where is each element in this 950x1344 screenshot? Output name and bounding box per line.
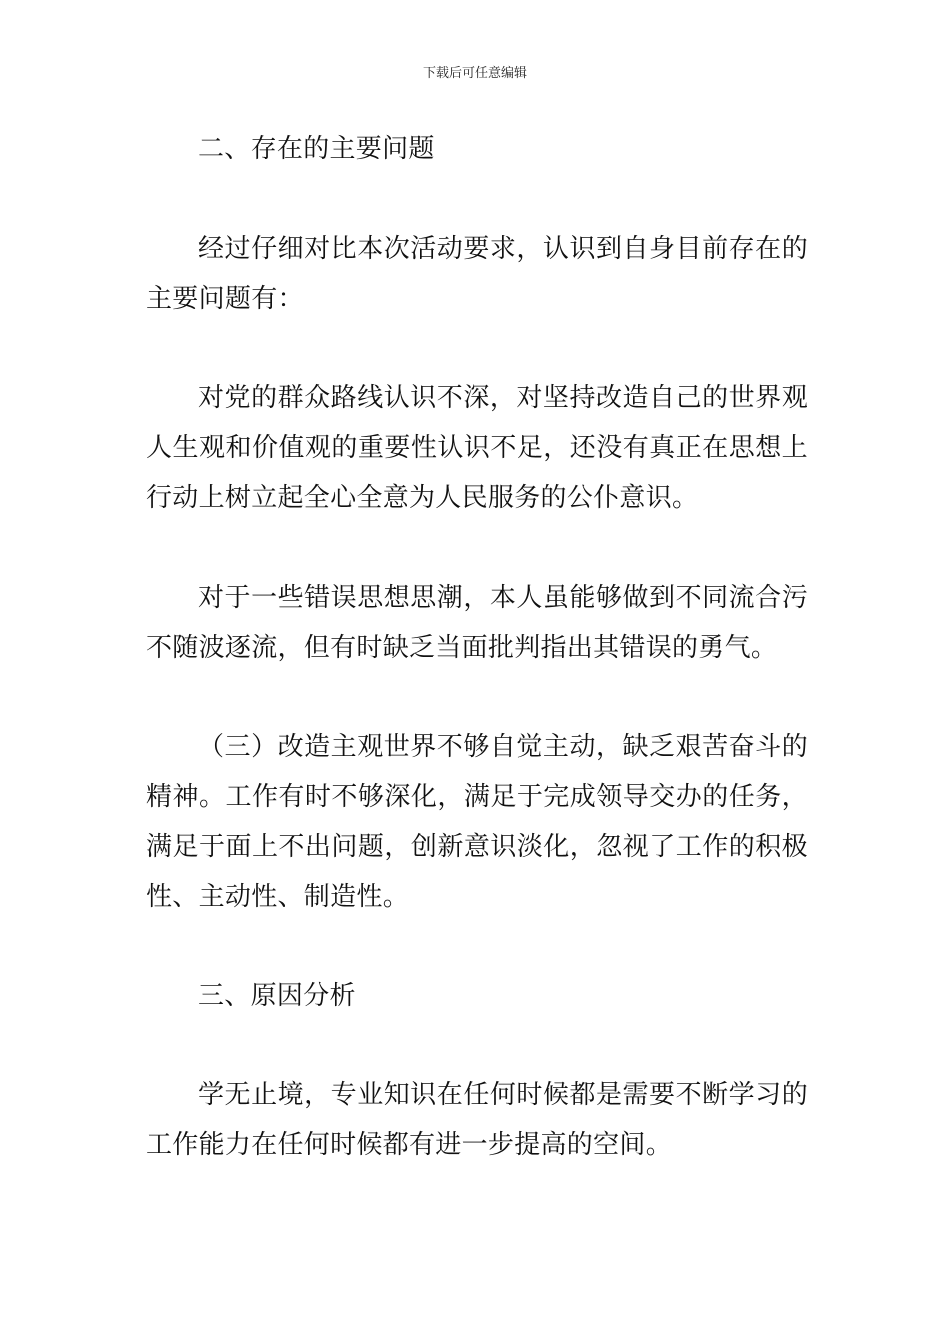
paragraph-wrong-ideas: 对于一些错误思想思潮，本人虽能够做到不同流合污不随波逐流，但有时缺乏当面批判指出其错误的勇气。 bbox=[146, 583, 808, 663]
paragraph-learning: 学无止境，专业知识在任何时候都是需要不断学习的工作能力在任何时候都有进一步提高的空间。 bbox=[146, 1080, 808, 1160]
paragraph-mass-line: 对党的群众路线认识不深，对坚持改造自己的世界观人生观和价值观的重要性认识不足，还没有真正在思想上行动上树立起全心全意为人民服务的公仆意识。 bbox=[146, 383, 808, 513]
paragraph-intro: 经过仔细对比本次活动要求，认识到自身目前存在的主要问题有： bbox=[146, 234, 808, 314]
section-heading-causes: 三、原因分析 bbox=[198, 981, 356, 1011]
page-header: 下载后可任意编辑 bbox=[422, 66, 527, 81]
section-heading-problems: 二、存在的主要问题 bbox=[198, 134, 435, 164]
paragraph-subjective-world: （三）改造主观世界不够自觉主动，缺乏艰苦奋斗的精神。工作有时不够深化，满足于完成领导交办的任务，满足于面上不出问题，创新意识淡化，忽视了工作的积极性、主动性、制造性。 bbox=[146, 732, 808, 912]
